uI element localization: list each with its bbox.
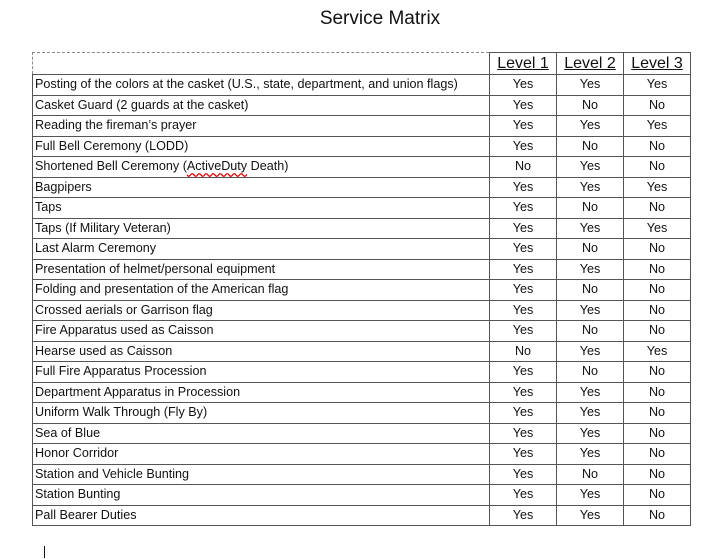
- table-row: [33, 321, 691, 342]
- level-3-cell: Yes: [624, 341, 691, 362]
- level-1-cell: Yes: [490, 485, 557, 506]
- service-name-cell: Station Bunting: [33, 485, 490, 506]
- level-3-cell: No: [624, 198, 691, 219]
- level-1-cell: Yes: [490, 239, 557, 260]
- level-2-cell: Yes: [557, 259, 624, 280]
- level-3-cell: No: [624, 157, 691, 178]
- level-1-cell: Yes: [490, 280, 557, 301]
- service-name-cell: Station and Vehicle Bunting: [33, 464, 490, 485]
- service-name-cell: Taps: [33, 198, 490, 219]
- table-row: [33, 423, 691, 444]
- level-1-header: Level 1: [490, 53, 557, 75]
- level-2-cell: No: [557, 321, 624, 342]
- level-3-cell: No: [624, 239, 691, 260]
- level-2-cell: No: [557, 464, 624, 485]
- level-2-cell: No: [557, 95, 624, 116]
- level-3-cell: No: [624, 403, 691, 424]
- table-row: [33, 95, 691, 116]
- level-2-cell: Yes: [557, 177, 624, 198]
- level-3-cell: Yes: [624, 116, 691, 137]
- level-3-cell: No: [624, 136, 691, 157]
- level-3-cell: No: [624, 300, 691, 321]
- level-1-cell: Yes: [490, 505, 557, 526]
- text-cursor: [44, 546, 45, 558]
- table-row: [33, 259, 691, 280]
- service-name-cell: Last Alarm Ceremony: [33, 239, 490, 260]
- service-name-cell: Casket Guard (2 guards at the casket): [33, 95, 490, 116]
- table-row: [33, 464, 691, 485]
- level-1-cell: Yes: [490, 136, 557, 157]
- level-3-cell: Yes: [624, 75, 691, 96]
- service-name-cell: Pall Bearer Duties: [33, 505, 490, 526]
- level-2-cell: No: [557, 136, 624, 157]
- level-1-cell: Yes: [490, 321, 557, 342]
- level-3-cell: No: [624, 464, 691, 485]
- service-name-cell: Reading the fireman’s prayer: [33, 116, 490, 137]
- level-3-cell: No: [624, 95, 691, 116]
- table-row: [33, 198, 691, 219]
- level-2-header: Level 2: [557, 53, 624, 75]
- service-name-cell: Hearse used as Caisson: [33, 341, 490, 362]
- table-row: [33, 75, 691, 96]
- level-1-cell: Yes: [490, 444, 557, 465]
- level-3-cell: Yes: [624, 177, 691, 198]
- level-3-header: Level 3: [624, 53, 691, 75]
- service-name-cell: Taps (If Military Veteran): [33, 218, 490, 239]
- table-row: [33, 177, 691, 198]
- table-row: [33, 362, 691, 383]
- level-2-cell: Yes: [557, 505, 624, 526]
- level-3-cell: No: [624, 444, 691, 465]
- table-row: [33, 444, 691, 465]
- table-row: [33, 485, 691, 506]
- document-title: Service Matrix: [319, 8, 441, 29]
- level-1-cell: Yes: [490, 382, 557, 403]
- table-row: [33, 505, 691, 526]
- level-1-cell: Yes: [490, 464, 557, 485]
- level-1-cell: Yes: [490, 116, 557, 137]
- level-2-cell: Yes: [557, 423, 624, 444]
- level-3-cell: No: [624, 423, 691, 444]
- level-2-cell: Yes: [557, 157, 624, 178]
- service-name-cell: Full Bell Ceremony (LODD): [33, 136, 490, 157]
- level-2-cell: No: [557, 362, 624, 383]
- table-row: [33, 300, 691, 321]
- level-2-cell: No: [557, 198, 624, 219]
- level-3-cell: No: [624, 259, 691, 280]
- level-3-cell: No: [624, 485, 691, 506]
- level-1-cell: Yes: [490, 362, 557, 383]
- service-name-cell: Fire Apparatus used as Caisson: [33, 321, 490, 342]
- table-row: [33, 136, 691, 157]
- level-2-cell: Yes: [557, 403, 624, 424]
- level-1-cell: Yes: [490, 259, 557, 280]
- level-1-cell: No: [490, 157, 557, 178]
- table-row: [33, 218, 691, 239]
- level-2-cell: Yes: [557, 116, 624, 137]
- level-1-cell: Yes: [490, 218, 557, 239]
- level-2-cell: Yes: [557, 444, 624, 465]
- service-name-cell: Uniform Walk Through (Fly By): [33, 403, 490, 424]
- service-name-cell: Folding and presentation of the American flag: [33, 280, 490, 301]
- service-name-cell: Bagpipers: [33, 177, 490, 198]
- level-3-cell: No: [624, 505, 691, 526]
- service-name-cell: Honor Corridor: [33, 444, 490, 465]
- level-2-cell: Yes: [557, 341, 624, 362]
- header-row: [33, 53, 691, 75]
- level-3-cell: No: [624, 362, 691, 383]
- table-row: [33, 280, 691, 301]
- service-name-cell: Full Fire Apparatus Procession: [33, 362, 490, 383]
- level-3-cell: No: [624, 280, 691, 301]
- level-2-cell: No: [557, 239, 624, 260]
- level-1-cell: Yes: [490, 177, 557, 198]
- level-1-cell: Yes: [490, 403, 557, 424]
- level-2-cell: Yes: [557, 218, 624, 239]
- level-1-cell: Yes: [490, 198, 557, 219]
- level-2-cell: No: [557, 280, 624, 301]
- level-2-cell: Yes: [557, 382, 624, 403]
- table-row: [33, 382, 691, 403]
- table-row: [33, 157, 691, 178]
- level-1-cell: Yes: [490, 423, 557, 444]
- level-3-cell: Yes: [624, 218, 691, 239]
- service-name-cell: Shortened Bell Ceremony (ActiveDuty Death): [33, 157, 490, 178]
- spellcheck-flagged-word: ActiveDuty: [186, 159, 248, 174]
- service-matrix-table: [32, 52, 691, 526]
- level-3-cell: No: [624, 321, 691, 342]
- service-name-cell: Posting of the colors at the casket (U.S., state, department, and union flags): [33, 75, 490, 96]
- service-name-cell: Department Apparatus in Procession: [33, 382, 490, 403]
- level-2-cell: Yes: [557, 300, 624, 321]
- service-name-cell: Sea of Blue: [33, 423, 490, 444]
- level-1-cell: Yes: [490, 95, 557, 116]
- level-2-cell: Yes: [557, 75, 624, 96]
- level-1-cell: Yes: [490, 75, 557, 96]
- table-row: [33, 341, 691, 362]
- service-column-header: [33, 53, 490, 75]
- table-row: [33, 239, 691, 260]
- level-1-cell: No: [490, 341, 557, 362]
- level-1-cell: Yes: [490, 300, 557, 321]
- service-name-cell: Presentation of helmet/personal equipment: [33, 259, 490, 280]
- service-name-cell: Crossed aerials or Garrison flag: [33, 300, 490, 321]
- table-row: [33, 116, 691, 137]
- level-3-cell: No: [624, 382, 691, 403]
- level-2-cell: Yes: [557, 485, 624, 506]
- table-row: [33, 403, 691, 424]
